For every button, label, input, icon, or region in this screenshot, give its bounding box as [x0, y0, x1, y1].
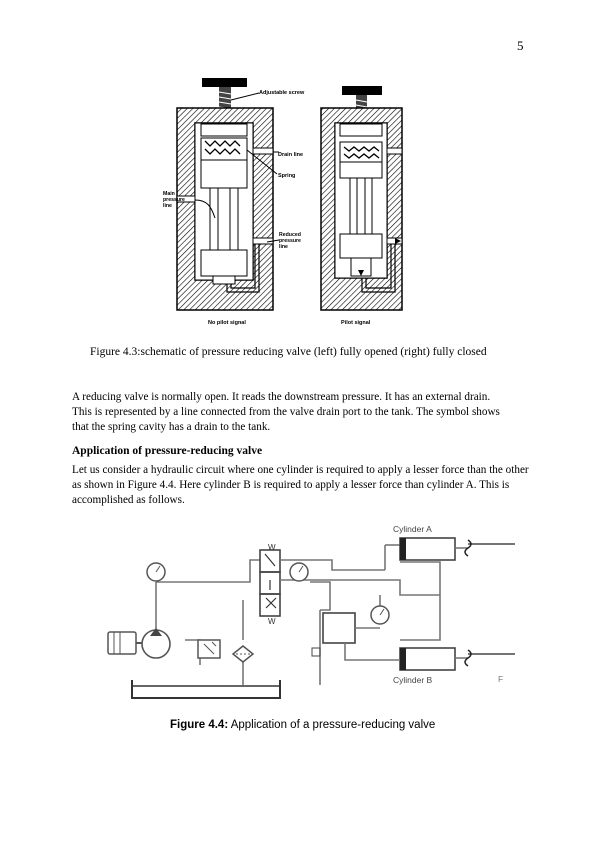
paragraph-application	[72, 463, 542, 508]
label-reduced-pressure-line-1: Reduced	[279, 232, 301, 238]
label-cylinder-a: Cylinder A	[393, 524, 432, 534]
figure-4-3-caption: Figure 4.3:schematic of pressure reducing valve (left) fully opened (right) fully closed	[90, 346, 487, 358]
figure-4-4-caption	[170, 719, 435, 731]
label-spring: Spring	[278, 173, 296, 179]
label-adjustable-screw: Adjustable screw	[259, 90, 305, 96]
paragraph-line: as shown in Figure 4.4. Here cylinder B is required to apply a lesser force than cylinder A. This is	[72, 479, 510, 491]
paragraph-line: that the spring cavity has a drain to the tank.	[72, 421, 271, 433]
svg-text:W: W	[268, 543, 276, 552]
label-f: F	[498, 674, 504, 684]
figure-4-3-valve-schematic	[155, 78, 420, 330]
valve-right	[321, 86, 402, 310]
figure-4-4-caption-bold: Figure 4.4:	[170, 719, 229, 731]
paragraph-line: This is represented by a line connected from the valve drain port to the tank. The symbol shows	[72, 406, 500, 418]
paragraph-reducing-valve	[72, 390, 542, 435]
label-reduced-pressure-line-3: line	[279, 244, 288, 250]
svg-text:W: W	[268, 617, 276, 626]
label-cylinder-b: Cylinder B	[393, 675, 433, 685]
paragraph-line: A reducing valve is normally open. It reads the downstream pressure. It has an external drain.	[72, 391, 491, 403]
label-drain-line: Drain line	[278, 152, 304, 158]
page-number: 5	[517, 38, 524, 53]
label-main-pressure-line-3: line	[163, 203, 172, 209]
paragraph-line: Let us consider a hydraulic circuit where one cylinder is required to apply a lesser force than the other	[72, 464, 529, 476]
figure-4-4-hydraulic-circuit	[100, 520, 540, 710]
label-no-pilot-signal: No pilot signal	[208, 320, 246, 326]
label-pilot-signal: Pilot signal	[341, 320, 371, 326]
paragraph-line: accomplished as follows.	[72, 494, 185, 506]
section-heading: Application of pressure-reducing valve	[72, 445, 263, 457]
label-main-pressure-line-2: pressure	[163, 197, 185, 203]
label-main-pressure-line-1: Main	[163, 191, 175, 197]
label-reduced-pressure-line-2: pressure	[279, 238, 301, 244]
valve-left	[177, 78, 273, 310]
figure-4-4-caption-text: Application of a pressure-reducing valve	[228, 719, 436, 731]
